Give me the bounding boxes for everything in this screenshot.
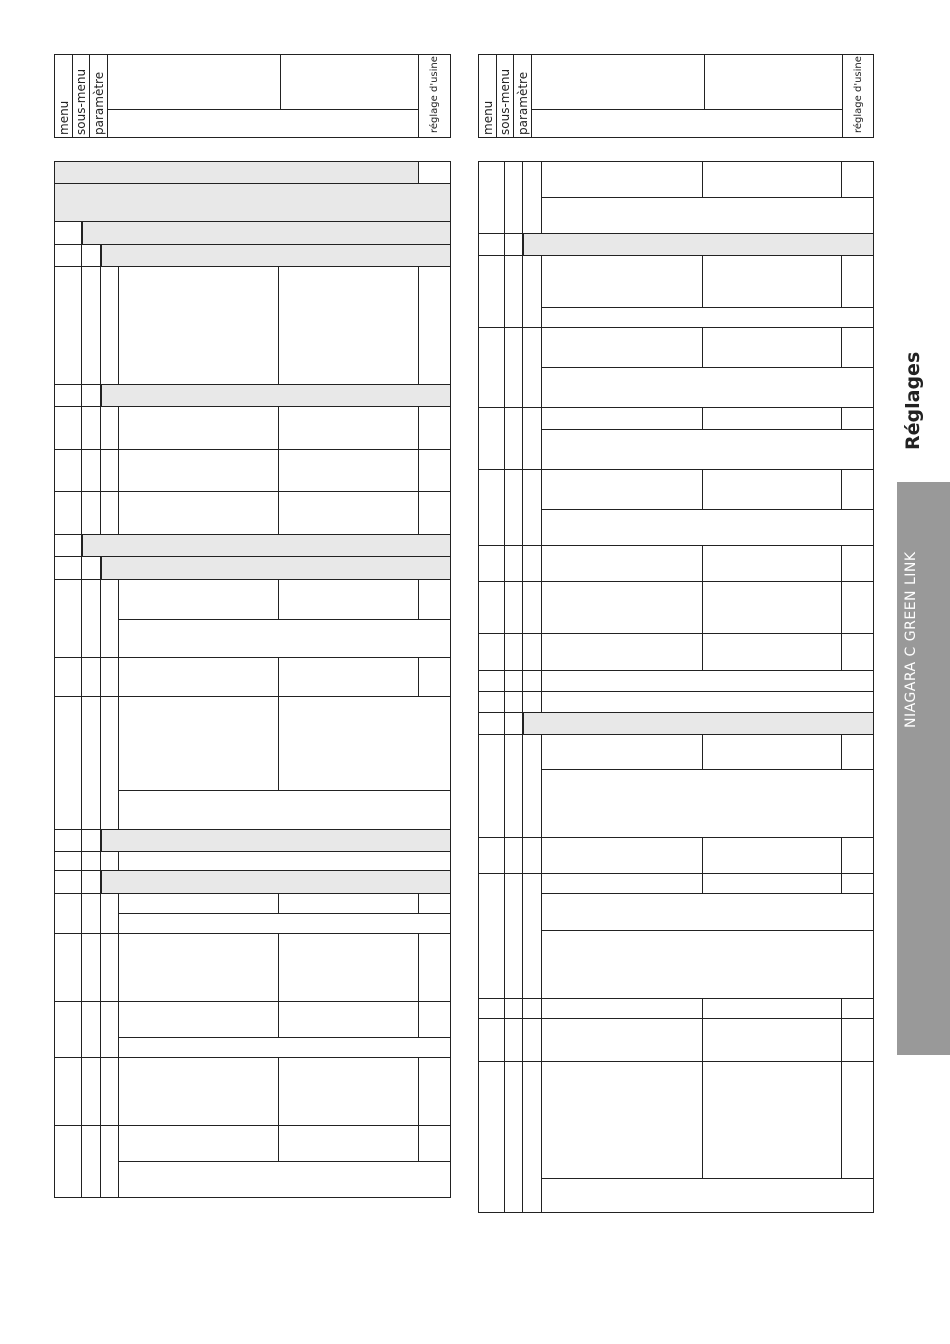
grid-line <box>100 657 101 696</box>
grid-line <box>278 406 279 449</box>
grid-line <box>522 998 523 1018</box>
grid-line <box>81 244 82 266</box>
grid-line <box>81 933 82 1001</box>
grid-line <box>541 734 542 837</box>
grid-line <box>81 893 82 933</box>
grid-line <box>504 691 505 712</box>
grid-line <box>418 579 419 619</box>
grid-line <box>522 670 523 691</box>
title-row <box>54 161 419 184</box>
product-name: NIAGARA C GREEN LINK <box>903 551 919 728</box>
right-factory-label: réglage d'usine <box>853 56 864 133</box>
grid-line <box>841 873 842 893</box>
grid-line <box>504 255 505 327</box>
grid-line <box>522 873 523 998</box>
grid-line <box>522 837 523 873</box>
grid-line <box>702 837 703 873</box>
grid-line <box>541 633 542 670</box>
grid-line <box>418 266 419 384</box>
grid-line <box>702 1061 703 1178</box>
grid-line <box>841 161 842 197</box>
grid-line <box>841 469 842 509</box>
grid-line <box>841 545 842 581</box>
grid-line <box>504 1061 505 1212</box>
grid-line <box>81 384 82 406</box>
grid-line <box>118 491 119 534</box>
grid-line <box>841 998 842 1018</box>
grid-line <box>81 870 82 893</box>
grid-line <box>504 407 505 469</box>
right-submenu-label: sous-menu <box>498 68 512 135</box>
grid-line <box>478 691 873 692</box>
grid-line <box>522 1061 523 1212</box>
grid-line <box>118 579 119 657</box>
grid-line <box>841 837 842 873</box>
menu-section <box>82 534 451 557</box>
grid-line <box>54 1197 450 1198</box>
grid-line <box>504 998 505 1018</box>
submenu-section <box>523 233 874 256</box>
grid-line <box>81 829 82 851</box>
grid-line <box>118 933 119 1001</box>
grid-line <box>702 469 703 509</box>
left-factory-label: réglage d'usine <box>429 56 440 133</box>
grid-line <box>418 491 419 534</box>
grid-line <box>118 696 119 829</box>
grid-line <box>522 469 523 545</box>
grid-line <box>81 491 82 534</box>
grid-line <box>81 266 82 384</box>
grid-line <box>478 407 873 408</box>
grid-line <box>418 161 419 183</box>
grid-line <box>278 893 279 913</box>
grid-line <box>541 930 873 931</box>
grid-line <box>118 406 119 449</box>
grid-line <box>541 429 873 430</box>
grid-line <box>541 1018 542 1061</box>
grid-line <box>522 161 523 233</box>
grid-line <box>100 266 101 384</box>
grid-line <box>541 307 873 308</box>
grid-line <box>504 837 505 873</box>
grid-line <box>522 1018 523 1061</box>
grid-line <box>478 545 873 546</box>
grid-line <box>54 449 450 450</box>
grid-line <box>541 670 542 691</box>
left-menu-label: menu <box>57 100 71 135</box>
grid-line <box>541 255 542 327</box>
grid-line <box>478 1212 873 1213</box>
grid-line <box>54 1001 450 1002</box>
grid-line <box>541 873 542 998</box>
grid-line <box>418 406 419 449</box>
grid-line <box>278 491 279 534</box>
grid-line <box>278 933 279 1001</box>
grid-line <box>522 407 523 469</box>
grid-line <box>541 581 542 633</box>
grid-line <box>541 691 542 712</box>
grid-line <box>504 545 505 581</box>
grid-line <box>81 696 82 829</box>
grid-line <box>118 449 119 491</box>
grid-line <box>504 581 505 633</box>
grid-line <box>100 1125 101 1197</box>
grid-line <box>541 837 542 873</box>
grid-line <box>504 873 505 998</box>
grid-line <box>100 1001 101 1057</box>
grid-line <box>702 255 703 307</box>
grid-line <box>81 406 82 449</box>
grid-line <box>702 161 703 197</box>
grid-line <box>118 851 119 870</box>
grid-line <box>278 657 279 696</box>
grid-line <box>504 327 505 407</box>
grid-line <box>278 449 279 491</box>
grid-line <box>478 327 873 328</box>
grid-line <box>81 1125 82 1197</box>
grid-line <box>478 469 873 470</box>
grid-line <box>841 633 842 670</box>
grid-line <box>522 691 523 712</box>
submenu-section <box>101 244 451 267</box>
grid-line <box>504 670 505 691</box>
grid-line <box>841 734 842 769</box>
grid-line <box>54 491 450 492</box>
submenu-section <box>101 870 451 894</box>
grid-line <box>81 657 82 696</box>
grid-line <box>118 619 450 620</box>
left-param-label: paramètre <box>92 71 106 135</box>
grid-line <box>478 998 873 999</box>
submenu-section <box>101 829 451 852</box>
grid-line <box>541 407 542 469</box>
grid-line <box>841 1061 842 1178</box>
right-header-table <box>478 54 874 138</box>
grid-line <box>81 1001 82 1057</box>
grid-line <box>522 255 523 327</box>
grid-line <box>278 1057 279 1125</box>
grid-line <box>478 1061 873 1062</box>
grid-line <box>118 913 450 914</box>
grid-line <box>100 893 101 933</box>
grid-line <box>100 491 101 534</box>
grid-line <box>504 734 505 837</box>
grid-line <box>118 1161 450 1162</box>
grid-line <box>541 509 873 510</box>
grid-line <box>81 579 82 657</box>
grid-line <box>118 1037 450 1038</box>
submenu-section <box>523 712 874 735</box>
left-submenu-label: sous-menu <box>74 68 88 135</box>
grid-line <box>81 556 82 579</box>
grid-line <box>504 1018 505 1061</box>
left-header-table <box>54 54 451 138</box>
grid-line <box>841 407 842 429</box>
section-title: Réglages <box>902 351 924 450</box>
grid-line <box>541 469 542 545</box>
grid-line <box>504 469 505 545</box>
grid-line <box>118 1057 119 1125</box>
grid-line <box>841 1018 842 1061</box>
grid-line <box>54 696 450 697</box>
grid-line <box>841 327 842 367</box>
grid-line <box>702 407 703 429</box>
grid-line <box>118 266 119 384</box>
grid-line <box>54 933 450 934</box>
grid-line <box>100 406 101 449</box>
grid-line <box>522 734 523 837</box>
grid-line <box>522 581 523 633</box>
grid-line <box>541 367 873 368</box>
grid-line <box>702 998 703 1018</box>
grid-line <box>100 696 101 829</box>
right-param-label: paramètre <box>516 71 530 135</box>
grid-line <box>81 449 82 491</box>
grid-line <box>702 545 703 581</box>
grid-line <box>702 633 703 670</box>
grid-line <box>100 449 101 491</box>
description-row <box>54 183 451 222</box>
grid-line <box>118 790 450 791</box>
grid-line <box>522 545 523 581</box>
grid-line <box>702 581 703 633</box>
grid-line <box>504 633 505 670</box>
right-menu-label: menu <box>481 100 495 135</box>
grid-line <box>478 633 873 634</box>
submenu-section <box>101 384 451 407</box>
grid-line <box>504 233 505 255</box>
grid-line <box>522 633 523 670</box>
menu-section <box>82 221 451 245</box>
table-frame <box>54 161 451 1198</box>
table-frame <box>478 161 874 1213</box>
grid-line <box>522 327 523 407</box>
grid-line <box>278 1001 279 1037</box>
grid-line <box>81 851 82 870</box>
grid-line <box>702 873 703 893</box>
grid-line <box>54 1057 450 1058</box>
grid-line <box>504 712 505 734</box>
grid-line <box>541 197 873 198</box>
grid-line <box>478 581 873 582</box>
grid-line <box>541 1061 542 1212</box>
grid-line <box>100 933 101 1001</box>
grid-line <box>278 266 279 384</box>
grid-line <box>541 545 542 581</box>
grid-line <box>418 657 419 696</box>
grid-line <box>541 1178 873 1179</box>
grid-line <box>541 893 873 894</box>
grid-line <box>841 581 842 633</box>
grid-line <box>841 255 842 307</box>
grid-line <box>478 837 873 838</box>
grid-line <box>702 734 703 769</box>
grid-line <box>278 579 279 619</box>
grid-line <box>478 873 873 874</box>
grid-line <box>118 657 119 696</box>
grid-line <box>278 696 279 790</box>
grid-line <box>418 1001 419 1037</box>
grid-line <box>504 161 505 233</box>
grid-line <box>418 933 419 1001</box>
grid-line <box>541 769 873 770</box>
submenu-section <box>101 556 451 580</box>
grid-line <box>100 579 101 657</box>
grid-line <box>418 1125 419 1161</box>
grid-line <box>278 1125 279 1161</box>
grid-line <box>702 327 703 367</box>
grid-line <box>54 1125 450 1126</box>
grid-line <box>418 1057 419 1125</box>
grid-line <box>81 1057 82 1125</box>
grid-line <box>478 670 873 671</box>
grid-line <box>541 998 542 1018</box>
grid-line <box>100 851 101 870</box>
grid-line <box>418 893 419 913</box>
grid-line <box>478 1018 873 1019</box>
grid-line <box>702 1018 703 1061</box>
grid-line <box>418 449 419 491</box>
grid-line <box>54 657 450 658</box>
grid-line <box>118 1001 119 1057</box>
grid-line <box>100 1057 101 1125</box>
